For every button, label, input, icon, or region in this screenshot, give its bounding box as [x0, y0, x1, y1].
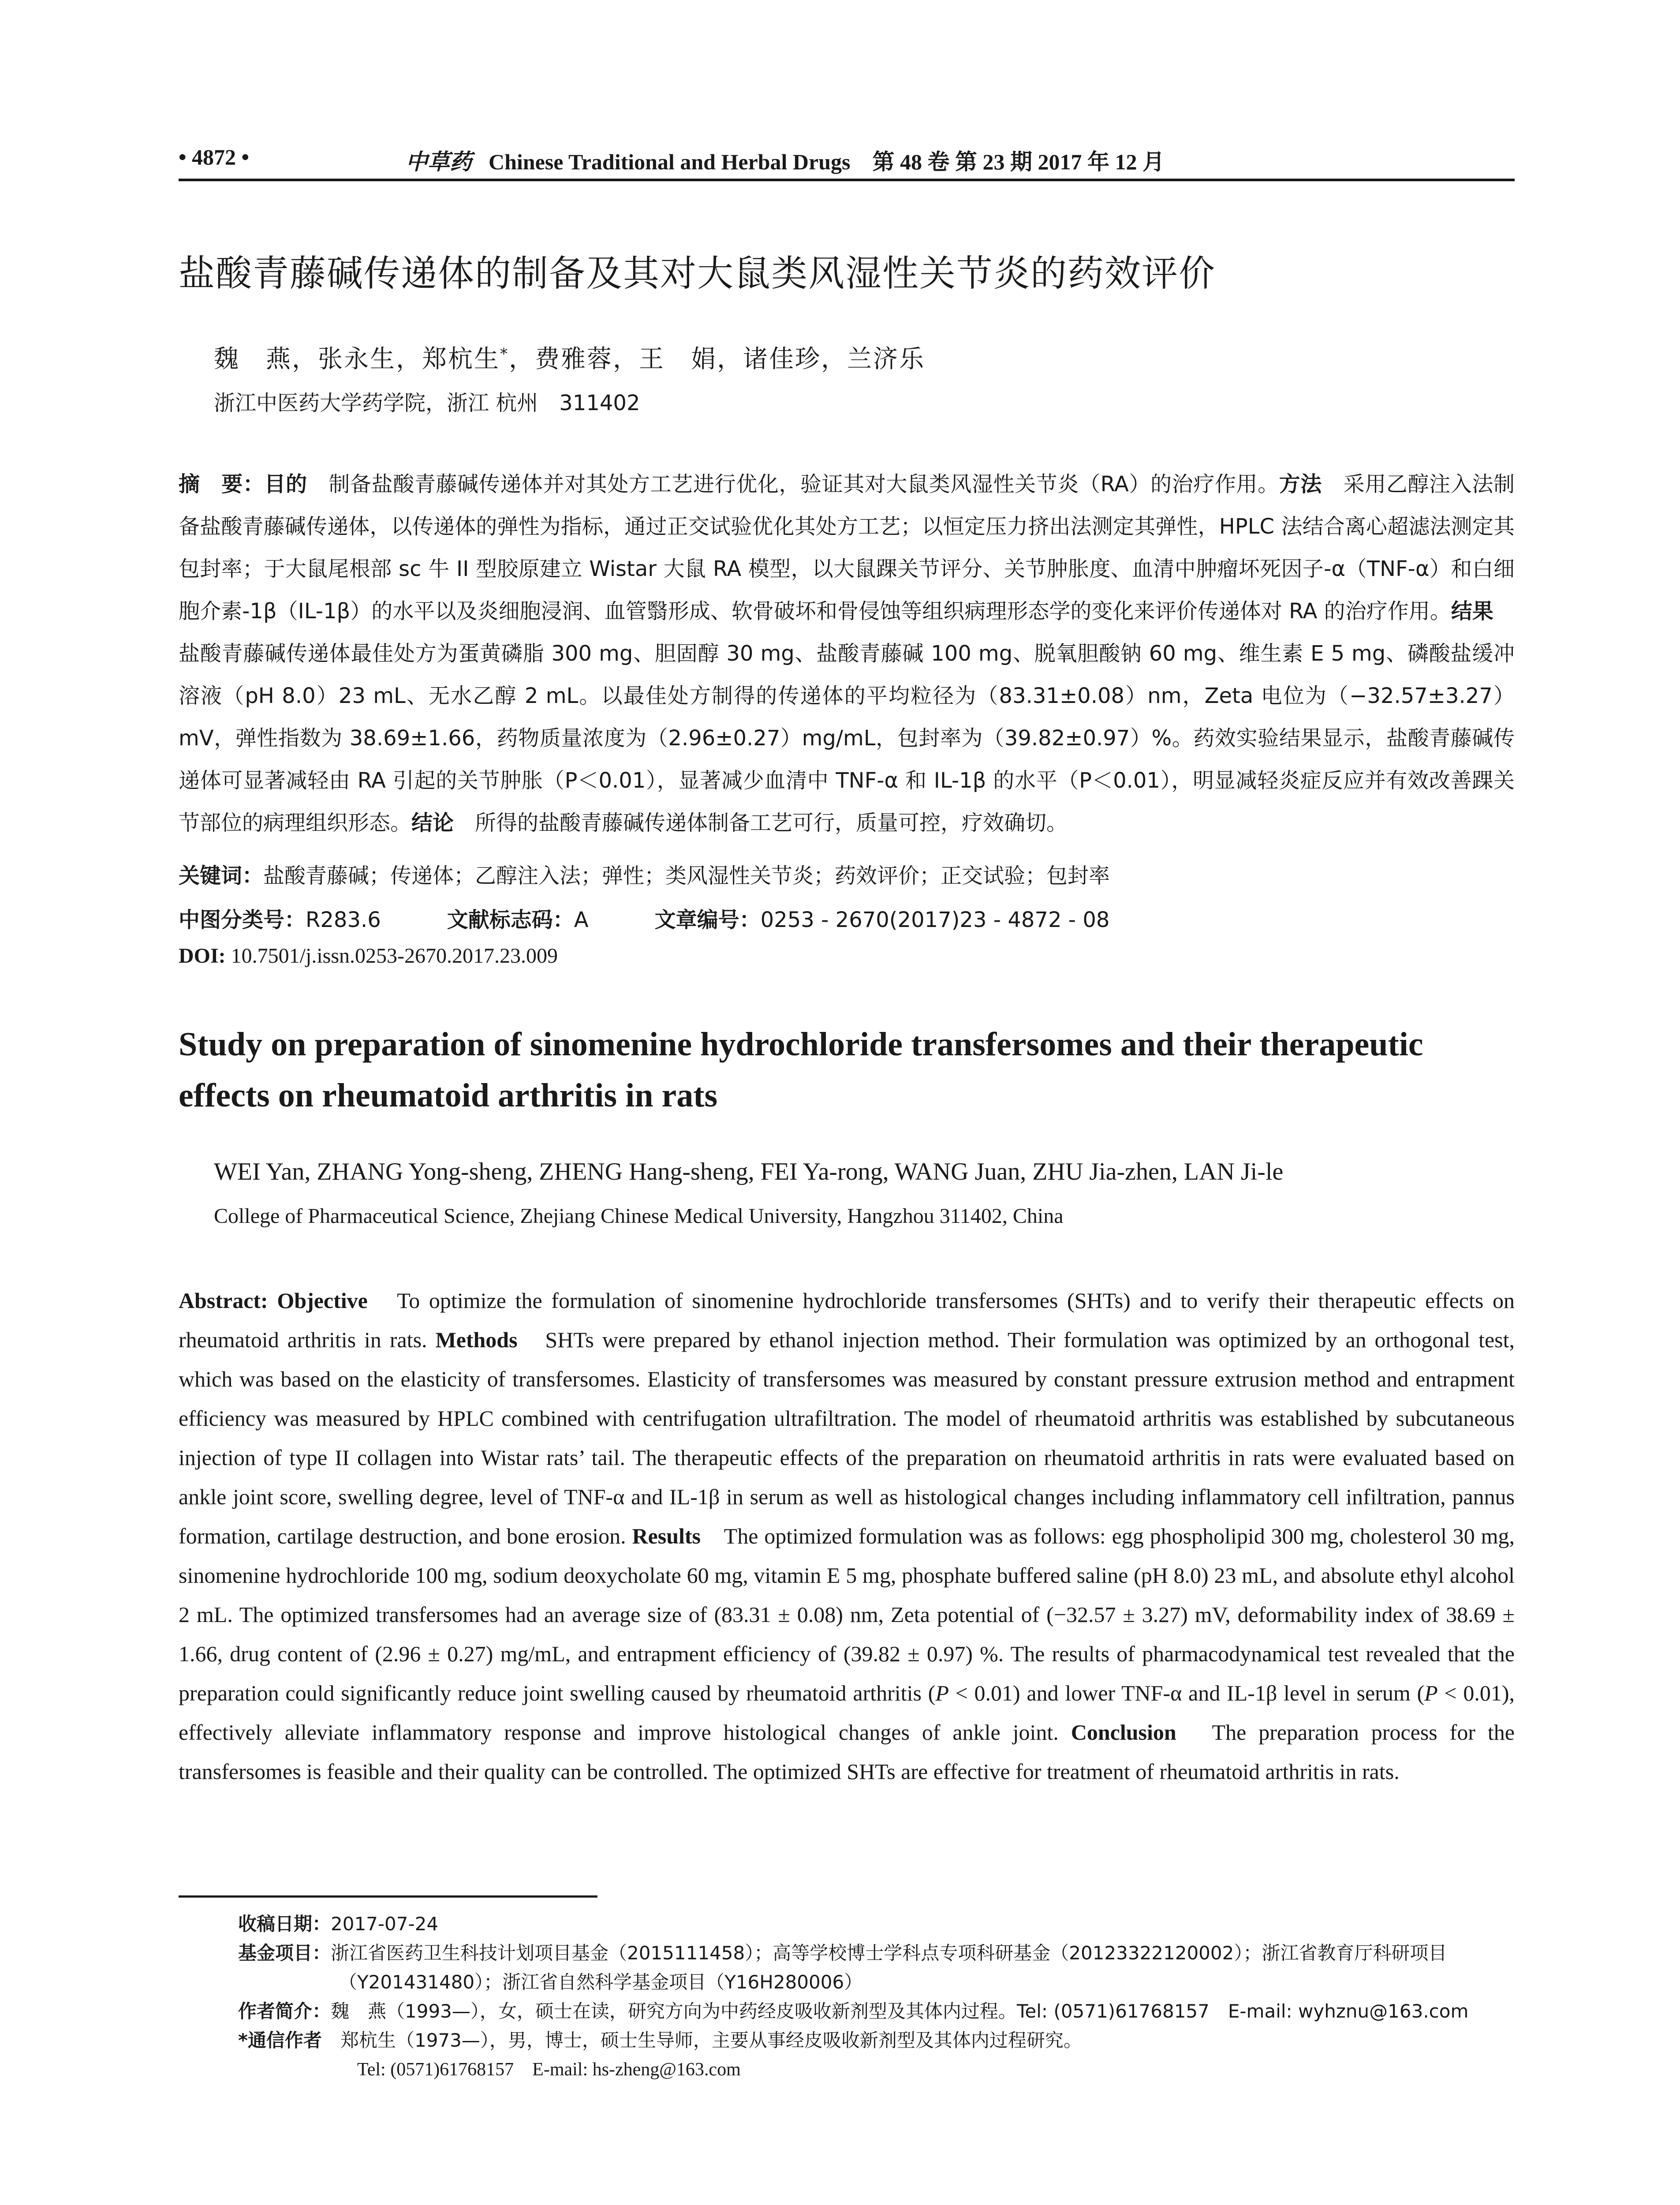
- fund-text-1: 浙江省医药卫生科技计划项目基金（2015111458）；高等学校博士学科点专项科研基金（20123322120002）；浙江省教育厅科研项目: [331, 1942, 1447, 1964]
- cn-abstract: [179, 463, 1515, 844]
- en-abstract-label: Abstract:: [179, 1288, 277, 1313]
- doi-value: 10.7501/j.issn.0253-2670.2017.23.009: [231, 944, 558, 968]
- en-results-text-a: The optimized formulation was as follows: egg phospholipid 300 mg, cholesterol 30 mg, sinomenine hydrochloride 100 mg, sodium deoxycholate 60 mg, vitamin E 5 mg, phosphate buffered saline (pH 8.0) 23 mL, and absolute ethyl alcohol 2 mL. The optimized transfersomes had an average size of (83.31 ± 0.08) nm, Zeta potential of (−32.57 ± 3.27) mV, deformability index of 38.69 ± 1.66, drug content of (2.96 ± 0.27) mg/mL, and entrapment efficiency of (39.82 ± 0.97) %. The results of pharmacodynamical test revealed that the preparation could significantly reduce joint swelling caused by rheumatoid arthritis (: [179, 1524, 1515, 1705]
- en-results-text-b: < 0.01) and lower TNF-α and IL-1β level in serum (: [948, 1681, 1425, 1705]
- en-methods-text: SHTs were prepared by ethanol injection method. Their formulation was optimized by an orthogonal test, which was based on the elasticity of transfersomes. Elasticity of transfersomes was measured by constant pressure extrusion method and entrapment efficiency was measured by HPLC combined with centrifugation ultrafiltration. The model of rheumatoid arthritis was established by subcutaneous injection of type II collagen into Wistar rats’ tail. The therapeutic effects of the preparation on rheumatoid arthritis in rats were evaluated based on ankle joint score, swelling degree, level of TNF-α and IL-1β in serum as well as histological changes including inflammatory cell infiltration, pannus formation, cartilage destruction, and bone erosion.: [179, 1327, 1515, 1548]
- cn-classification: [179, 903, 1515, 933]
- corresponding-text: 郑杭生（1973—），男，博士，硕士生导师，主要从事经皮吸收新剂型及其体内过程研究。: [321, 2029, 1082, 2051]
- cn-authors-part-a: 魏 燕，张永生，郑杭生: [214, 345, 500, 374]
- clc-value: R283.6: [306, 908, 381, 932]
- cn-doi: [179, 944, 1515, 968]
- cn-results-text: 盐酸青藤碱传递体最佳处方为蛋黄磷脂 300 mg、胆固醇 30 mg、盐酸青藤碱 100 mg、脱氧胆酸钠 60 mg、维生素 E 5 mg、磷酸盐缓冲溶液（pH 8.0）23 mL、无水乙醇 2 mL。以最佳处方制得的传递体的平均粒径为（83.31±0.08）nm，Zeta 电位为（−32.57±3.27）mV，弹性指数为 38.69±1.66，药物质量浓度为（2.96±0.27）mg/mL，包封率为（39.82±0.97）%。药效实验结果显示，盐酸青藤碱传递体可显著减轻由 RA 引起的关节肿胀（P＜0.01），显著减少血清中 TNF-α 和 IL-1β 的水平（P＜0.01），明显减轻炎症反应并有效改善踝关节部位的病理组织形态。: [179, 599, 1515, 835]
- corresponding-author: [238, 2026, 1517, 2055]
- article-no-label: 文章编号：: [654, 908, 761, 932]
- doi-label: DOI:: [179, 944, 226, 968]
- en-affiliation: College of Pharmaceutical Science, Zhejiang Chinese Medical University, Hangzhou 311402, China: [214, 1204, 1064, 1228]
- footnote-divider: [179, 1895, 597, 1898]
- cn-results-label: 结果: [1451, 599, 1493, 624]
- cn-authors-part-b: ，费雅蓉，王 娟，诸佳珍，兰济乐: [509, 345, 925, 374]
- page-number: • 4872 •: [179, 145, 250, 169]
- received-value: 2017-07-24: [331, 1913, 439, 1935]
- cn-methods-text: 采用乙醇注入法制备盐酸青藤碱传递体，以传递体的弹性为指标，通过正交试验优化其处方工艺；以恒定压力挤出法测定其弹性，HPLC 法结合离心超滤法测定其包封率；于大鼠尾根部 sc 牛 II 型胶原建立 Wistar 大鼠 RA 模型，以大鼠踝关节评分、关节肿胀度、血清中肿瘤坏死因子-α（TNF-α）和白细胞介素-1β（IL-1β）的水平以及炎细胞浸润、血管翳形成、软骨破坏和骨侵蚀等组织病理形态学的变化来评价传递体对 RA 的治疗作用。: [179, 472, 1515, 624]
- p-value-symbol: P: [935, 1681, 949, 1705]
- en-title: Study on preparation of sinomenine hydrochloride transfersomes and their therapeutic effects on rheumatoid arthritis in rats: [179, 1026, 1423, 1114]
- running-header: [179, 135, 1515, 181]
- cn-objective-label: 目的: [264, 472, 307, 497]
- journal-info: Chinese Traditional and Herbal Drugs 第 48 卷 第 23 期 2017 年 12 月: [489, 149, 1165, 174]
- article-no-value: 0253 - 2670(2017)23 - 4872 - 08: [760, 908, 1110, 932]
- fund-label: 基金项目：: [238, 1942, 331, 1964]
- cn-conclusion-text: 所得的盐酸青藤碱传递体制备工艺可行，质量可控，疗效确切。: [454, 811, 1068, 835]
- cn-authors: [214, 340, 925, 375]
- clc-label: 中图分类号：: [179, 908, 306, 932]
- corresponding-label: *通信作者: [238, 2029, 322, 2051]
- journal-header: [406, 144, 1165, 176]
- p-value-symbol: P: [1424, 1681, 1438, 1705]
- author-bio-label: 作者简介：: [238, 2000, 331, 2022]
- received-date: [238, 1910, 1517, 1939]
- en-objective-text: To optimize the formulation of sinomenine hydrochloride transfersomes (SHTs) and to verify their therapeutic effects on rheumatoid arthritis in rats.: [179, 1288, 1515, 1352]
- keywords-label: 关键词：: [179, 863, 264, 888]
- en-results-text-c: < 0.01), effectively alleviate inflammatory response and improve histological changes of ankle joint.: [179, 1681, 1515, 1745]
- en-objective-label: Objective: [277, 1288, 368, 1313]
- en-authors: WEI Yan, ZHANG Yong-sheng, ZHENG Hang-sheng, FEI Ya-rong, WANG Juan, ZHU Jia-zhen, LAN Ji-le: [214, 1158, 1284, 1185]
- cn-keywords: [179, 859, 1515, 889]
- cn-affiliation: 浙江中医药大学药学院，浙江 杭州 311402: [214, 391, 640, 415]
- cn-conclusion-label: 结论: [411, 811, 454, 835]
- author-bio: [238, 1997, 1517, 2026]
- en-abstract: [179, 1281, 1515, 1791]
- doc-code-value: A: [574, 908, 589, 932]
- en-conclusion-text: The preparation process for the transfersomes is feasible and their quality can be controlled. The optimized SHTs are effective for treatment of rheumatoid arthritis in rats.: [179, 1720, 1515, 1784]
- received-label: 收稿日期：: [238, 1913, 331, 1935]
- keywords-text: 盐酸青藤碱；传递体；乙醇注入法；弹性；类风湿性关节炎；药效评价；正交试验；包封率: [263, 863, 1110, 888]
- author-bio-text: 魏 燕（1993—），女，硕士在读，研究方向为中药经皮吸收新剂型及其体内过程。Tel: (0571)61768157 E-mail: wyhznu@163.com: [331, 2000, 1469, 2022]
- en-methods-label: Methods: [435, 1327, 518, 1352]
- cn-title: 盐酸青藤碱传递体的制备及其对大鼠类风湿性关节炎的药效评价: [179, 253, 1216, 295]
- fund-line-1: [238, 1939, 1517, 1968]
- cn-abstract-label: 摘 要：: [179, 472, 265, 497]
- footnotes: [238, 1910, 1517, 2084]
- journal-logo: 中草药: [406, 149, 472, 175]
- fund-line-2: （Y201431480）；浙江省自然科学基金项目（Y16H280006）: [339, 1971, 863, 1993]
- cn-objective-text: 制备盐酸青藤碱传递体并对其处方工艺进行优化，验证其对大鼠类风湿性关节炎（RA）的治疗作用。: [307, 472, 1279, 497]
- corresponding-mark: *: [500, 345, 509, 363]
- doc-code-label: 文献标志码：: [447, 908, 574, 932]
- en-results-label: Results: [632, 1524, 701, 1548]
- cn-methods-label: 方法: [1279, 472, 1322, 497]
- corresponding-contact: Tel: (0571)61768157 E-mail: hs-zheng@163.com: [357, 2059, 741, 2080]
- en-conclusion-label: Conclusion: [1071, 1720, 1176, 1745]
